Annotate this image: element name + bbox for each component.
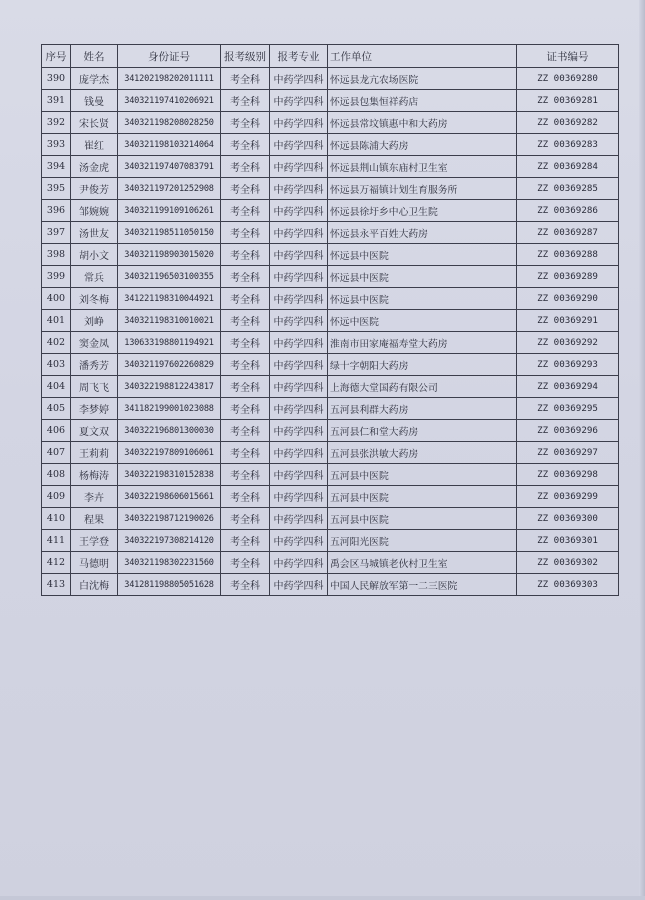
cell-seq: 393 — [42, 134, 71, 156]
cell-seq: 412 — [42, 552, 71, 574]
cell-exam-level: 考全科 — [221, 464, 270, 486]
cell-exam-level: 考全科 — [221, 442, 270, 464]
cell-seq: 390 — [42, 68, 71, 90]
cell-name: 李卉 — [71, 486, 118, 508]
cell-certificate-number: ZZ 00369285 — [517, 178, 619, 200]
cell-seq: 405 — [42, 398, 71, 420]
cell-work-unit: 怀远县龙亢农场医院 — [328, 68, 517, 90]
cell-id-number: 340322197809106061 — [118, 442, 221, 464]
header-seq: 序号 — [42, 45, 71, 68]
cell-exam-major: 中药学四科 — [270, 376, 328, 398]
cell-seq: 396 — [42, 200, 71, 222]
cell-seq: 400 — [42, 288, 71, 310]
table-row — [42, 266, 619, 288]
table-row — [42, 442, 619, 464]
cell-exam-major: 中药学四科 — [270, 90, 328, 112]
cell-name: 常兵 — [71, 266, 118, 288]
cell-work-unit: 五河县张洪敏大药房 — [328, 442, 517, 464]
page-edge-shadow — [639, 0, 645, 900]
cell-exam-major: 中药学四科 — [270, 442, 328, 464]
cell-exam-major: 中药学四科 — [270, 244, 328, 266]
table-row — [42, 376, 619, 398]
cell-name: 庞学杰 — [71, 68, 118, 90]
cell-exam-level: 考全科 — [221, 354, 270, 376]
cell-exam-level: 考全科 — [221, 574, 270, 596]
cell-certificate-number: ZZ 00369281 — [517, 90, 619, 112]
cell-seq: 401 — [42, 310, 71, 332]
cell-exam-level: 考全科 — [221, 552, 270, 574]
cell-certificate-number: ZZ 00369294 — [517, 376, 619, 398]
cell-id-number: 340322198812243817 — [118, 376, 221, 398]
cell-exam-level: 考全科 — [221, 332, 270, 354]
cell-seq: 406 — [42, 420, 71, 442]
cell-id-number: 340321197201252908 — [118, 178, 221, 200]
cell-id-number: 340322198712190026 — [118, 508, 221, 530]
cell-work-unit: 怀远县中医院 — [328, 266, 517, 288]
cell-certificate-number: ZZ 00369302 — [517, 552, 619, 574]
cell-exam-level: 考全科 — [221, 266, 270, 288]
cell-id-number: 130633198801194921 — [118, 332, 221, 354]
cell-exam-major: 中药学四科 — [270, 354, 328, 376]
cell-work-unit: 怀远县荆山镇东庙村卫生室 — [328, 156, 517, 178]
cell-name: 尹俊芳 — [71, 178, 118, 200]
cell-work-unit: 怀远县陈浦大药房 — [328, 134, 517, 156]
cell-certificate-number: ZZ 00369289 — [517, 266, 619, 288]
cell-work-unit: 怀远县中医院 — [328, 288, 517, 310]
table-header-row — [42, 45, 619, 68]
cell-exam-major: 中药学四科 — [270, 574, 328, 596]
cell-exam-major: 中药学四科 — [270, 398, 328, 420]
cell-exam-level: 考全科 — [221, 156, 270, 178]
cell-name: 汤金虎 — [71, 156, 118, 178]
cell-exam-level: 考全科 — [221, 200, 270, 222]
cell-work-unit: 怀远中医院 — [328, 310, 517, 332]
cell-work-unit: 五河县中医院 — [328, 464, 517, 486]
cell-certificate-number: ZZ 00369292 — [517, 332, 619, 354]
cell-seq: 391 — [42, 90, 71, 112]
cell-id-number: 340321198103214064 — [118, 134, 221, 156]
cell-exam-major: 中药学四科 — [270, 200, 328, 222]
cell-seq: 404 — [42, 376, 71, 398]
cell-work-unit: 上海德大堂国药有限公司 — [328, 376, 517, 398]
cell-certificate-number: ZZ 00369300 — [517, 508, 619, 530]
header-work-unit: 工作单位 — [328, 45, 517, 68]
cell-id-number: 340321198310010021 — [118, 310, 221, 332]
cell-id-number: 340321196503100355 — [118, 266, 221, 288]
cell-exam-major: 中药学四科 — [270, 420, 328, 442]
cell-certificate-number: ZZ 00369295 — [517, 398, 619, 420]
cell-exam-level: 考全科 — [221, 222, 270, 244]
cell-work-unit: 怀远县中医院 — [328, 244, 517, 266]
cell-exam-level: 考全科 — [221, 376, 270, 398]
cell-exam-major: 中药学四科 — [270, 486, 328, 508]
cell-certificate-number: ZZ 00369303 — [517, 574, 619, 596]
cell-name: 窦金凤 — [71, 332, 118, 354]
cell-certificate-number: ZZ 00369291 — [517, 310, 619, 332]
cell-name: 程果 — [71, 508, 118, 530]
cell-exam-level: 考全科 — [221, 134, 270, 156]
cell-exam-major: 中药学四科 — [270, 332, 328, 354]
cell-exam-level: 考全科 — [221, 68, 270, 90]
cell-work-unit: 怀远县永平百姓大药房 — [328, 222, 517, 244]
header-certificate-number: 证书编号 — [517, 45, 619, 68]
cell-exam-level: 考全科 — [221, 420, 270, 442]
table-row — [42, 354, 619, 376]
table-row — [42, 486, 619, 508]
cell-exam-level: 考全科 — [221, 530, 270, 552]
cell-name: 刘峥 — [71, 310, 118, 332]
cell-exam-level: 考全科 — [221, 486, 270, 508]
cell-exam-level: 考全科 — [221, 244, 270, 266]
cell-exam-major: 中药学四科 — [270, 508, 328, 530]
cell-name: 杨梅涛 — [71, 464, 118, 486]
cell-work-unit: 五河县中医院 — [328, 508, 517, 530]
cell-exam-major: 中药学四科 — [270, 178, 328, 200]
cell-work-unit: 禹会区马城镇老伙村卫生室 — [328, 552, 517, 574]
cell-work-unit: 怀远县常坟镇惠中和大药房 — [328, 112, 517, 134]
cell-id-number: 340322196801300030 — [118, 420, 221, 442]
cell-name: 钱曼 — [71, 90, 118, 112]
cell-exam-major: 中药学四科 — [270, 134, 328, 156]
table-row — [42, 530, 619, 552]
cell-exam-level: 考全科 — [221, 508, 270, 530]
table-row — [42, 310, 619, 332]
cell-exam-major: 中药学四科 — [270, 156, 328, 178]
cell-exam-major: 中药学四科 — [270, 288, 328, 310]
table-row — [42, 464, 619, 486]
cell-work-unit: 怀远县徐圩乡中心卫生院 — [328, 200, 517, 222]
cell-certificate-number: ZZ 00369298 — [517, 464, 619, 486]
cell-certificate-number: ZZ 00369282 — [517, 112, 619, 134]
cell-id-number: 340321197602260829 — [118, 354, 221, 376]
cell-name: 宋长贤 — [71, 112, 118, 134]
cell-certificate-number: ZZ 00369296 — [517, 420, 619, 442]
table-row — [42, 288, 619, 310]
cell-certificate-number: ZZ 00369284 — [517, 156, 619, 178]
header-id-number: 身份证号 — [118, 45, 221, 68]
cell-exam-level: 考全科 — [221, 112, 270, 134]
table-row — [42, 112, 619, 134]
cell-certificate-number: ZZ 00369299 — [517, 486, 619, 508]
cell-work-unit: 中国人民解放军第一二三医院 — [328, 574, 517, 596]
cell-name: 汤世友 — [71, 222, 118, 244]
cell-certificate-number: ZZ 00369290 — [517, 288, 619, 310]
cell-work-unit: 五河县中医院 — [328, 486, 517, 508]
cell-id-number: 341182199001023088 — [118, 398, 221, 420]
cell-seq: 398 — [42, 244, 71, 266]
cell-work-unit: 五河县利群大药房 — [328, 398, 517, 420]
cell-exam-level: 考全科 — [221, 310, 270, 332]
cell-name: 王学登 — [71, 530, 118, 552]
cell-id-number: 340321197407083791 — [118, 156, 221, 178]
cell-name: 邹婉婉 — [71, 200, 118, 222]
cell-exam-level: 考全科 — [221, 178, 270, 200]
cell-name: 刘冬梅 — [71, 288, 118, 310]
cell-seq: 409 — [42, 486, 71, 508]
cell-certificate-number: ZZ 00369283 — [517, 134, 619, 156]
cell-certificate-number: ZZ 00369280 — [517, 68, 619, 90]
table-row — [42, 200, 619, 222]
certificate-register-table — [41, 44, 619, 596]
table-row — [42, 398, 619, 420]
cell-name: 潘秀芳 — [71, 354, 118, 376]
cell-work-unit: 怀远县包集恒祥药店 — [328, 90, 517, 112]
cell-seq: 399 — [42, 266, 71, 288]
cell-exam-major: 中药学四科 — [270, 266, 328, 288]
cell-exam-major: 中药学四科 — [270, 464, 328, 486]
table-row — [42, 508, 619, 530]
table-body — [42, 68, 619, 596]
cell-seq: 394 — [42, 156, 71, 178]
table-row — [42, 156, 619, 178]
cell-exam-major: 中药学四科 — [270, 530, 328, 552]
cell-exam-level: 考全科 — [221, 90, 270, 112]
cell-exam-level: 考全科 — [221, 288, 270, 310]
cell-seq: 407 — [42, 442, 71, 464]
cell-id-number: 340321199109106261 — [118, 200, 221, 222]
table-row — [42, 178, 619, 200]
cell-name: 夏文双 — [71, 420, 118, 442]
cell-seq: 402 — [42, 332, 71, 354]
cell-work-unit: 五河阳光医院 — [328, 530, 517, 552]
cell-id-number: 341202198202011111 — [118, 68, 221, 90]
table-row — [42, 552, 619, 574]
header-name: 姓名 — [71, 45, 118, 68]
cell-certificate-number: ZZ 00369301 — [517, 530, 619, 552]
cell-seq: 397 — [42, 222, 71, 244]
cell-exam-major: 中药学四科 — [270, 68, 328, 90]
cell-id-number: 340322198310152838 — [118, 464, 221, 486]
cell-seq: 411 — [42, 530, 71, 552]
cell-certificate-number: ZZ 00369286 — [517, 200, 619, 222]
cell-exam-major: 中药学四科 — [270, 552, 328, 574]
page-bottom-edge — [0, 896, 645, 900]
table-row — [42, 134, 619, 156]
table-row — [42, 420, 619, 442]
cell-id-number: 340321198208028250 — [118, 112, 221, 134]
cell-exam-major: 中药学四科 — [270, 222, 328, 244]
cell-work-unit: 淮南市田家庵福寿堂大药房 — [328, 332, 517, 354]
cell-seq: 408 — [42, 464, 71, 486]
table-row — [42, 222, 619, 244]
cell-id-number: 340321198511050150 — [118, 222, 221, 244]
cell-certificate-number: ZZ 00369293 — [517, 354, 619, 376]
cell-exam-major: 中药学四科 — [270, 112, 328, 134]
table-row — [42, 244, 619, 266]
cell-name: 马德明 — [71, 552, 118, 574]
cell-name: 王莉莉 — [71, 442, 118, 464]
cell-exam-level: 考全科 — [221, 398, 270, 420]
table-row — [42, 332, 619, 354]
table-row — [42, 574, 619, 596]
header-exam-major: 报考专业 — [270, 45, 328, 68]
cell-certificate-number: ZZ 00369287 — [517, 222, 619, 244]
cell-id-number: 340321197410206921 — [118, 90, 221, 112]
cell-work-unit: 五河县仁和堂大药房 — [328, 420, 517, 442]
cell-seq: 410 — [42, 508, 71, 530]
cell-seq: 403 — [42, 354, 71, 376]
cell-id-number: 340322198606015661 — [118, 486, 221, 508]
cell-seq: 413 — [42, 574, 71, 596]
cell-work-unit: 怀远县万福镇计划生育服务所 — [328, 178, 517, 200]
cell-name: 李梦婷 — [71, 398, 118, 420]
cell-certificate-number: ZZ 00369288 — [517, 244, 619, 266]
cell-work-unit: 绿十字朝阳大药房 — [328, 354, 517, 376]
cell-id-number: 340321198302231560 — [118, 552, 221, 574]
cell-name: 胡小文 — [71, 244, 118, 266]
cell-name: 周飞飞 — [71, 376, 118, 398]
cell-id-number: 340322197308214120 — [118, 530, 221, 552]
cell-id-number: 341221198310044921 — [118, 288, 221, 310]
cell-id-number: 340321198903015020 — [118, 244, 221, 266]
cell-seq: 392 — [42, 112, 71, 134]
cell-seq: 395 — [42, 178, 71, 200]
table-row — [42, 68, 619, 90]
cell-id-number: 341281198805051628 — [118, 574, 221, 596]
header-exam-level: 报考级别 — [221, 45, 270, 68]
cell-name: 白沈梅 — [71, 574, 118, 596]
table-row — [42, 90, 619, 112]
cell-certificate-number: ZZ 00369297 — [517, 442, 619, 464]
cell-exam-major: 中药学四科 — [270, 310, 328, 332]
cell-name: 崔红 — [71, 134, 118, 156]
